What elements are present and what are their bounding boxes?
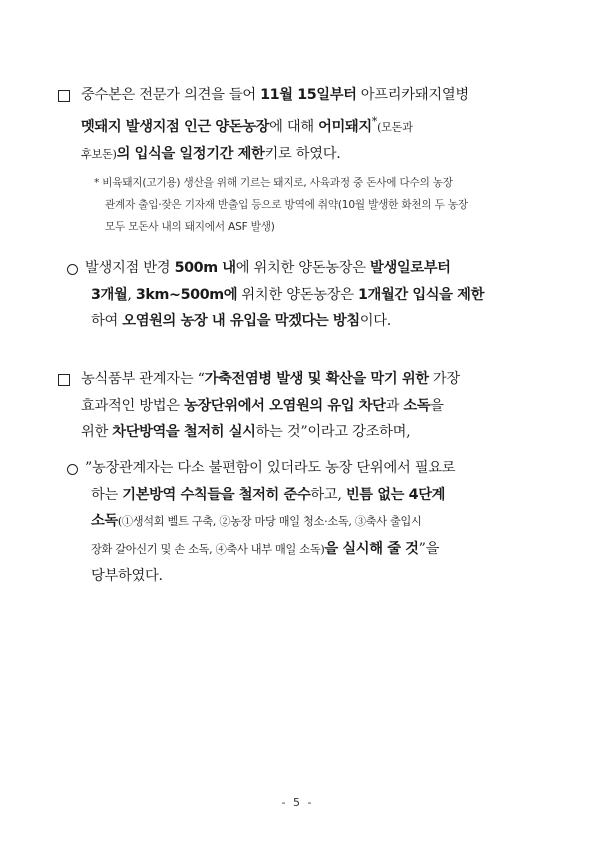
subpoint-2 <box>85 455 550 590</box>
subpoint-1-line-2: 3개월, 3km~500m에 위치한 양돈농장은 1개월간 입식을 제한 <box>91 286 484 303</box>
subpoint-2-line-1: ”농장관계자는 다소 불편함이 있더라도 농장 단위에서 필요로 <box>85 460 456 476</box>
paragraph-1 <box>81 82 551 168</box>
paragraph-2 <box>81 366 551 446</box>
subpoint-2-line-2: 하는 기본방역 수칙들을 철저히 준수하고, 빈틈 없는 4단계 <box>91 486 446 503</box>
subpoint-1-line-1: 발생지점 반경 500m 내에 위치한 양돈농장은 발생일로부터 <box>85 260 451 276</box>
footnote <box>94 172 564 238</box>
paragraph-2-line-2: 효과적인 방법은 농장단위에서 오염원의 유입 차단과 소독을 <box>81 397 444 414</box>
subpoint-2-line-5: 당부하였다. <box>91 568 163 584</box>
page-number: - 5 - <box>281 796 314 809</box>
paragraph-2-line-1: 농식품부 관계자는 “가축전염병 발생 및 확산을 막기 위한 가장 <box>81 371 460 387</box>
circle-bullet-icon <box>67 264 78 275</box>
paragraph-1-line-1: 중수본은 전문가 의견을 들어 11월 15일부터 아프리카돼지열병 <box>81 87 469 103</box>
footnote-line-1: * 비육돼지(고기용) 생산을 위해 기르는 돼지로, 사육과정 중 돈사에 다수의 농장 <box>94 177 453 189</box>
square-bullet-icon <box>58 90 70 102</box>
footnote-line-3: 모두 모돈사 내의 돼지에서 ASF 발생) <box>105 221 275 233</box>
subpoint-1-line-3: 하여 오염원의 농장 내 유입을 막겠다는 방침이다. <box>91 313 392 329</box>
footnote-line-2: 관계자 출입·잦은 기자재 반출입 등으로 방역에 취약(10월 발생한 화천의 두 농장 <box>105 199 468 211</box>
subpoint-2-line-3: 소독(①생석회 벨트 구축, ②농장 마당 매일 청소·소독, ③축사 출입시 <box>91 513 422 529</box>
subpoint-1 <box>85 255 545 335</box>
paragraph-2-line-3: 위한 차단방역을 철저히 실시하는 것”이라고 강조하며, <box>81 424 411 440</box>
paragraph-1-line-2: 멧돼지 발생지점 인근 양돈농장에 대해 어미돼지*(모돈과 <box>81 114 413 135</box>
subpoint-2-line-4: 장화 갈아신기 및 손 소독, ④축사 내부 매일 소독)을 실시해 줄 것”을 <box>91 540 440 557</box>
paragraph-1-line-3: 후보돈)의 입식을 일정기간 제한키로 하였다. <box>81 145 341 162</box>
circle-bullet-icon <box>67 464 78 475</box>
square-bullet-icon <box>58 374 70 386</box>
